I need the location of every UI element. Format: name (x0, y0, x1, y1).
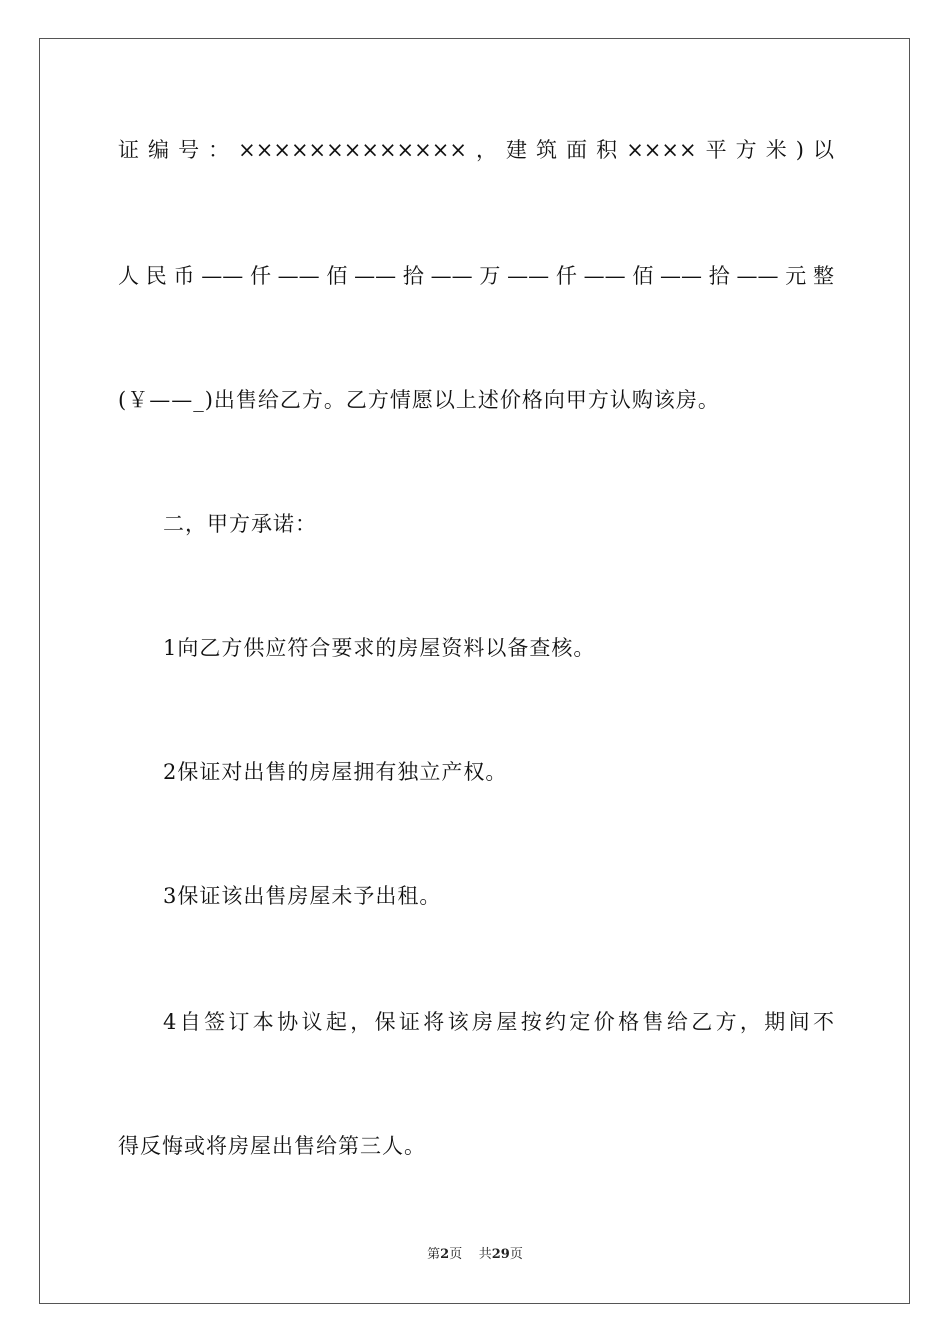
paragraph-line: 证编号：×××××××××××××，建筑面积××××平方米)以 (118, 138, 834, 162)
paragraph-line: 得反悔或将房屋出售给第三人。 (118, 1134, 426, 1158)
footer-page-suffix: 页 (449, 1247, 463, 1262)
list-item: 4自签订本协议起，保证将该房屋按约定价格售给乙方，期间不 (163, 1010, 834, 1034)
list-item: 3保证该出售房屋未予出租。 (163, 884, 442, 908)
footer-total-suffix: 页 (509, 1247, 523, 1262)
page-border (39, 38, 910, 1304)
page-footer (0, 1246, 950, 1264)
list-item: 1向乙方供应符合要求的房屋资料以备查核。 (163, 636, 596, 660)
footer-page-prefix: 第 (427, 1247, 441, 1262)
paragraph-line: (￥——_)出售给乙方。乙方情愿以上述价格向甲方认购该房。 (118, 388, 720, 412)
paragraph-line: 人民币——仟——佰——拾——万——仟——佰——拾——元整 (118, 264, 834, 288)
footer-total-prefix: 共 (478, 1247, 492, 1262)
footer-page-number: 2 (440, 1247, 450, 1262)
footer-total-pages: 29 (491, 1247, 510, 1262)
section-heading: 二，甲方承诺： (163, 512, 317, 536)
list-item: 2保证对出售的房屋拥有独立产权。 (163, 760, 508, 784)
